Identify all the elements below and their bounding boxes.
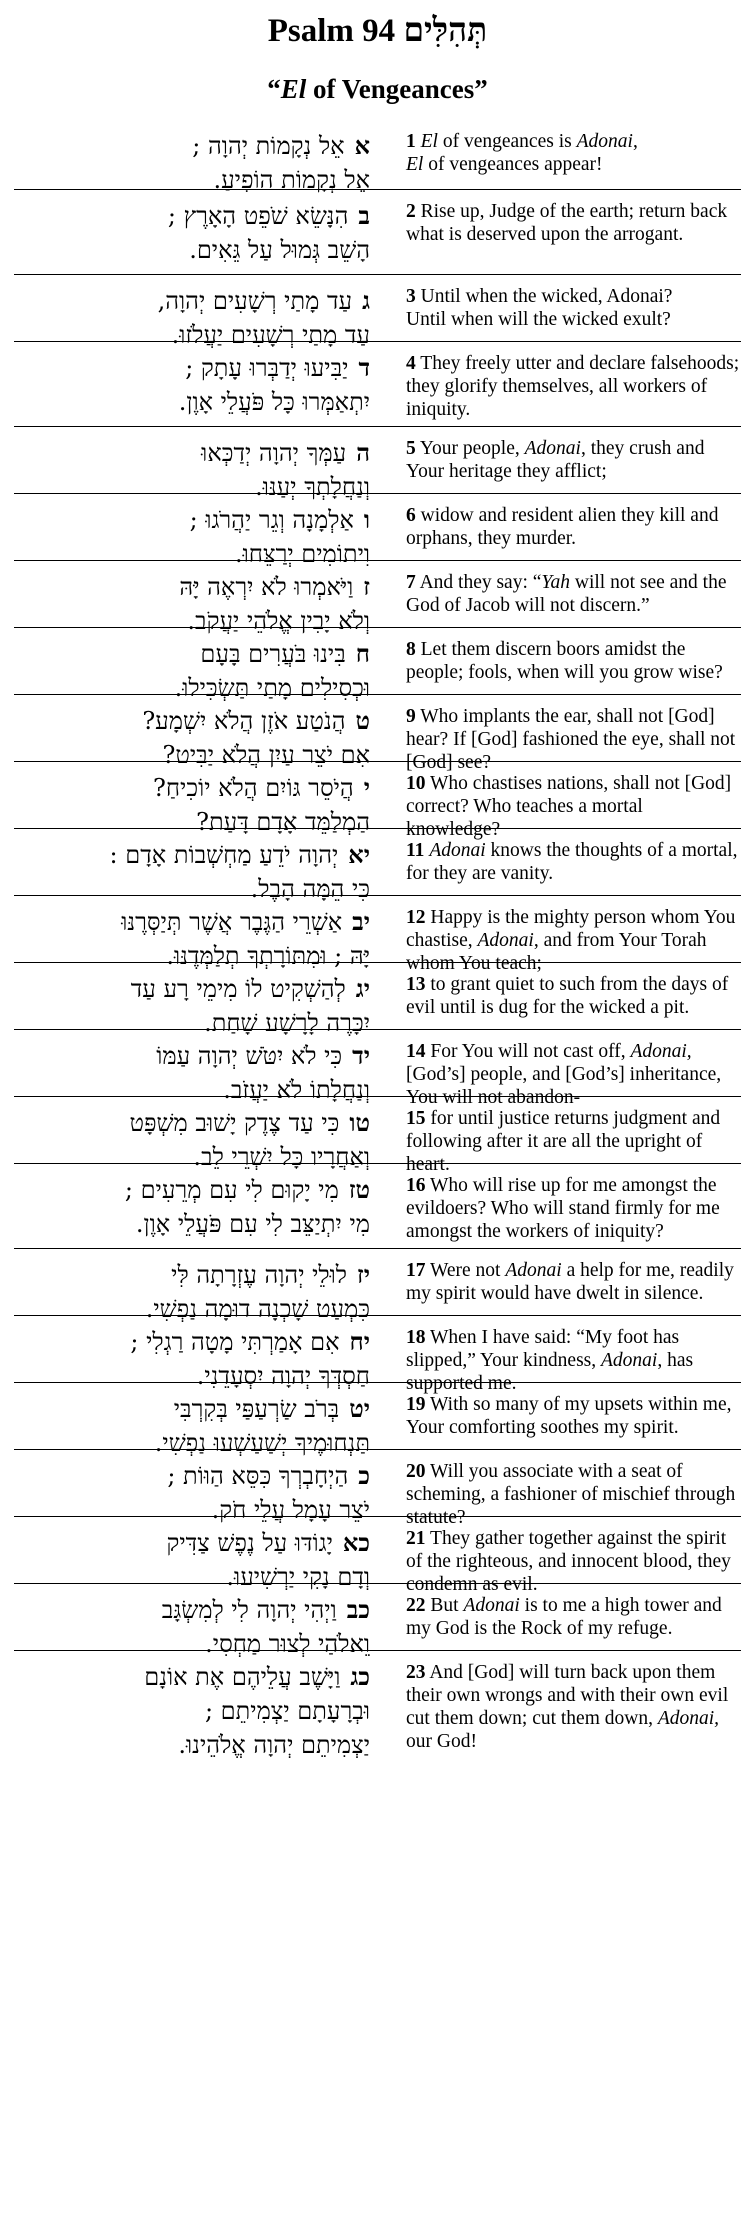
hebrew-line-text: וְאַחֲרָיו כָּל יִשְׁרֵי לֵב. xyxy=(193,1143,370,1171)
english-verse-number: 13 xyxy=(406,974,426,995)
hebrew-verse-number: ג xyxy=(362,286,370,315)
verse-row xyxy=(14,962,741,1037)
hebrew-line-text: הָשֵׁב גְּמוּל עַל גֵּאִים. xyxy=(189,236,370,264)
english-segment: to grant quiet to such from the days of evil until is dug for the wicked a pit. xyxy=(406,974,729,1018)
hebrew-line-text: וִיתוֹמִים יְרַצֵּחוּ. xyxy=(235,540,370,568)
hebrew-text xyxy=(14,1584,376,1658)
hebrew-line xyxy=(24,1039,370,1073)
english-text xyxy=(376,1097,741,1175)
hebrew-verse-number: כ xyxy=(358,1461,370,1490)
hebrew-line xyxy=(24,570,370,604)
english-segment: Who chastises nations, shall not [God] correct? Who teaches a mortal knowledge? xyxy=(406,773,732,840)
verse-row xyxy=(14,1516,741,1595)
english-text xyxy=(376,896,741,974)
english-verse-number: 5 xyxy=(406,438,416,459)
hebrew-line-text: וְנַחֲלָתְךָ יְעַנּוּ. xyxy=(255,473,370,501)
english-verse-number: 11 xyxy=(406,840,425,861)
hebrew-line xyxy=(24,1660,370,1694)
verse-row xyxy=(14,828,741,903)
hebrew-line-text: וְנַחֲלָתוֹ לֹא יַעֲזֹב. xyxy=(223,1076,370,1104)
subtitle-rest: of Vengeances xyxy=(306,74,475,104)
hebrew-line xyxy=(24,1459,370,1493)
hebrew-line-text: הַיְחָבְרְךָ כִּסֵּא הַוּוֹת ; xyxy=(167,1462,349,1490)
hebrew-line-text: עַמְּךָ יְהוָה יְדַכְּאוּ xyxy=(201,439,347,467)
english-segment: of vengeances is xyxy=(437,131,577,152)
verse-row xyxy=(14,627,741,702)
subtitle-italic: El xyxy=(280,74,307,104)
english-verse-number: 2 xyxy=(406,201,416,222)
english-text xyxy=(376,561,741,627)
english-text xyxy=(376,275,741,341)
hebrew-text xyxy=(14,1450,376,1524)
english-italic-segment: Adonai xyxy=(601,1350,658,1371)
hebrew-line xyxy=(24,1325,370,1359)
english-verse-number: 7 xyxy=(406,572,416,593)
hebrew-verse-number: יד xyxy=(352,1041,370,1070)
english-italic-segment: Adonai xyxy=(463,1595,520,1616)
hebrew-verse-number: טו xyxy=(349,1108,370,1137)
hebrew-verse-number: יא xyxy=(348,840,370,869)
hebrew-line-text: כִּי לֹא יִטֹּשׁ יְהוָה עַמּוֹ xyxy=(156,1042,343,1070)
hebrew-text xyxy=(14,829,376,903)
english-verse-number: 15 xyxy=(406,1108,426,1129)
english-italic-segment: El xyxy=(420,131,438,152)
hebrew-text xyxy=(14,342,376,426)
hebrew-line xyxy=(24,284,370,318)
english-italic-segment: Yah xyxy=(541,572,570,593)
english-segment: , they crush and Your heritage they afflict; xyxy=(406,438,705,482)
english-text xyxy=(376,427,741,493)
verse-row xyxy=(14,120,741,194)
hebrew-text xyxy=(14,1097,376,1171)
hebrew-text xyxy=(14,190,376,274)
hebrew-text xyxy=(14,1383,376,1457)
english-italic-segment: Adonai xyxy=(477,930,534,951)
verse-row xyxy=(14,1382,741,1457)
hebrew-line-text: וְלֹא יָבִין אֱלֹהֵי יַעֲקֹב. xyxy=(187,607,370,635)
hebrew-line-text: הַמְלַמֵּד אָדָם דָּעַת? xyxy=(196,808,370,836)
subtitle-close-quote: ” xyxy=(474,74,488,104)
hebrew-line xyxy=(24,436,370,470)
english-text xyxy=(376,120,741,189)
hebrew-line xyxy=(24,1694,370,1728)
english-text xyxy=(376,1584,741,1650)
english-text xyxy=(376,695,741,773)
english-verse-number: 23 xyxy=(406,1662,426,1683)
hebrew-verse-number: כא xyxy=(342,1528,370,1557)
hebrew-line-text: יַבִּיעוּ יְדַבְּרוּ עָתָק ; xyxy=(185,354,349,382)
english-text xyxy=(376,1383,741,1449)
hebrew-line xyxy=(24,1207,370,1241)
hebrew-verse-number: כב xyxy=(346,1595,370,1624)
verse-row xyxy=(14,1029,741,1108)
hebrew-line-text: יִתְאַמְּרוּ כָּל פֹּעֲלֵי אָוֶן. xyxy=(178,388,370,416)
hebrew-line-text: אַלְמָנָה וְגֵר יַהֲרֹגוּ ; xyxy=(189,506,354,534)
english-segment: Will you associate with a seat of scheming, a fashioner of mischief through statute? xyxy=(406,1461,736,1528)
english-verse-number: 20 xyxy=(406,1461,426,1482)
verse-row xyxy=(14,1650,741,1759)
english-verse-number: 3 xyxy=(406,286,416,307)
hebrew-text xyxy=(14,762,376,836)
hebrew-line-text: אִם יֹצֵר עַיִן הֲלֹא יַבִּיט? xyxy=(162,741,370,769)
hebrew-line-text: אֵל נְקָמוֹת הוֹפִיעַ. xyxy=(213,166,370,194)
english-text xyxy=(376,1164,741,1248)
english-segment: , and from Your Torah whom You teach; xyxy=(406,930,707,974)
hebrew-line xyxy=(24,972,370,1006)
verse-row xyxy=(14,1248,741,1323)
hebrew-line-text: בִּינוּ בֹּעֲרִים בָּעָם xyxy=(200,640,346,668)
english-verse-number: 14 xyxy=(406,1041,426,1062)
hebrew-text xyxy=(14,963,376,1037)
hebrew-line xyxy=(24,704,370,738)
english-segment: And [God] will turn back upon them their own wrongs and with their own evil cut them down; cut them down, xyxy=(406,1662,729,1729)
english-segment: is to me a high tower and my God is the Rock of my refuge. xyxy=(406,1595,722,1639)
hebrew-line xyxy=(24,1728,370,1762)
verse-row xyxy=(14,560,741,635)
english-segment: Who implants the ear, shall not [God] hear? If [God] fashioned the eye, shall not [God] see? xyxy=(406,706,736,773)
english-segment: Until when the wicked, Adonai? Until when will the wicked exult? xyxy=(406,286,673,330)
hebrew-line xyxy=(24,385,370,419)
hebrew-verse-number: ה xyxy=(356,438,370,467)
hebrew-line-text: אִם אָמַרְתִּי מָטָה רַגְלִי ; xyxy=(130,1328,340,1356)
english-italic-segment: Adonai xyxy=(524,438,581,459)
english-segment: Your people, xyxy=(419,438,525,459)
english-text xyxy=(376,190,741,274)
hebrew-line-text: תַּנְחוּמֶיךָ יְשַׁעַשְׁעוּ נַפְשִׁי. xyxy=(154,1429,370,1457)
english-text xyxy=(376,494,741,560)
english-verse-number: 18 xyxy=(406,1327,426,1348)
english-segment: a help for me, readily my spirit would have dwelt in silence. xyxy=(406,1260,734,1304)
english-italic-segment: Adonai xyxy=(576,131,633,152)
english-segment: When I have said: “My foot has slipped,” Your kindness, xyxy=(406,1327,680,1371)
english-segment: , xyxy=(632,131,638,152)
english-text xyxy=(376,628,741,694)
hebrew-line xyxy=(24,637,370,671)
english-verse-number: 1 xyxy=(406,131,416,152)
english-italic-segment: Adonai, xyxy=(657,1708,720,1729)
hebrew-line-text: הֲיֹסֵר גּוֹיִם הֲלֹא יוֹכִיחַ? xyxy=(152,774,354,802)
english-segment: widow and resident alien they kill and orphans, they murder. xyxy=(406,505,719,549)
verse-row xyxy=(14,1163,741,1248)
english-verse-number: 4 xyxy=(406,353,416,374)
hebrew-verse-number: ז xyxy=(363,572,370,601)
english-segment: Who will rise up for me amongst the evildoers? Who will stand firmly for me amongst the workers of iniquity? xyxy=(406,1175,720,1242)
hebrew-text xyxy=(14,494,376,568)
title-hebrew: תְּהִלִּים xyxy=(403,10,488,49)
english-italic-segment: Adonai xyxy=(505,1260,562,1281)
verse-row xyxy=(14,1449,741,1528)
hebrew-text xyxy=(14,120,376,194)
hebrew-text xyxy=(14,1517,376,1591)
hebrew-line-text: יֹצֵר עָמָל עֲלֵי חֹק. xyxy=(211,1496,370,1524)
hebrew-line-text: מִי יִתְיַצֵּב לִי עִם פֹּעֲלֵי אָוֶן. xyxy=(135,1210,370,1238)
hebrew-line xyxy=(24,1593,370,1627)
english-text xyxy=(376,829,741,895)
hebrew-text xyxy=(14,275,376,349)
title-english: Psalm 94 xyxy=(267,13,396,49)
hebrew-line-text: יַצְמִיתֵם יְהוָה אֱלֹהֵינוּ. xyxy=(178,1731,370,1759)
hebrew-verse-number: י xyxy=(363,773,370,802)
hebrew-verse-number: טז xyxy=(348,1175,370,1204)
english-segment: And they say: “ xyxy=(419,572,542,593)
hebrew-line-text: לְהַשְׁקִיט לוֹ מִימֵי רָע עַד xyxy=(130,975,346,1003)
hebrew-line-text: וַיָּשֶׁב עֲלֵיהֶם אֶת אוֹנָם xyxy=(144,1663,341,1691)
hebrew-text xyxy=(14,427,376,501)
hebrew-line xyxy=(24,1392,370,1426)
hebrew-line-text: הֲנֹטַע אֹזֶן הֲלֹא יִשְׁמָע? xyxy=(142,707,346,735)
hebrew-text xyxy=(14,1316,376,1390)
verse-row xyxy=(14,274,741,349)
hebrew-line-text: וְדָם נָקִי יַרְשִׁיעוּ. xyxy=(226,1563,370,1591)
hebrew-verse-number: כג xyxy=(350,1662,370,1691)
page-title xyxy=(14,10,741,51)
english-segment: Were not xyxy=(430,1260,506,1281)
english-verse-number: 17 xyxy=(406,1260,426,1281)
hebrew-line-text: עַד מָתַי רְשָׁעִים יְהוָה, xyxy=(157,287,353,315)
english-verse-number: 19 xyxy=(406,1394,426,1415)
verse-row xyxy=(14,493,741,568)
hebrew-line-text: חַסְדְּךָ יְהוָה יִסְעָדֵנִי. xyxy=(196,1362,370,1390)
hebrew-line xyxy=(24,129,370,163)
verse-table xyxy=(14,120,741,1759)
hebrew-line-text: וַיְהִי יְהוָה לִי לְמִשְׂגָּב xyxy=(161,1596,337,1624)
english-segment: , has supported me. xyxy=(406,1350,694,1394)
hebrew-line-text: כִּמְעַט שָׁכְנָה דוּמָה נַפְשִׁי. xyxy=(145,1295,370,1323)
english-verse-number: 22 xyxy=(406,1595,426,1616)
hebrew-line-text: כִּי עַד צֶדֶק יָשׁוּב מִשְׁפָּט xyxy=(129,1109,340,1137)
english-segment: knows the thoughts of a mortal, for they are vanity. xyxy=(406,840,738,884)
hebrew-line xyxy=(24,1173,370,1207)
hebrew-text xyxy=(14,1164,376,1248)
hebrew-line xyxy=(24,771,370,805)
english-segment: Rise up, Judge of the earth; return back what is deserved upon the arrogant. xyxy=(406,201,728,245)
verse-row xyxy=(14,694,741,773)
hebrew-line-text: הִנָּשֵׂא שֹׁפֵט הָאָרֶץ ; xyxy=(167,202,349,230)
hebrew-line-text: וּכְסִילִים מָתַי תַּשְׂכִּילוּ. xyxy=(174,674,370,702)
verse-row xyxy=(14,341,741,426)
english-verse-number: 8 xyxy=(406,639,416,660)
hebrew-line xyxy=(24,838,370,872)
verse-row xyxy=(14,426,741,501)
verse-row xyxy=(14,761,741,840)
subtitle-open-quote: “ xyxy=(267,74,281,104)
hebrew-line-text: וַיֹּאמְרוּ לֹא יִרְאֶה יָּהּ xyxy=(179,573,354,601)
hebrew-line-text: בְּרֹב שַׂרְעַפַּי בְּקִרְבִּי xyxy=(173,1395,340,1423)
hebrew-verse-number: יח xyxy=(349,1327,370,1356)
hebrew-line xyxy=(24,199,370,233)
english-segment: [God’s] people, and [God’s] inheritance, You will not abandon- xyxy=(406,1064,722,1108)
english-segment: They gather together against the spirit of the righteous, and innocent blood, they condemn as evil. xyxy=(406,1528,731,1595)
english-segment: our God! xyxy=(406,1731,477,1752)
english-verse-number: 16 xyxy=(406,1175,426,1196)
hebrew-line-text: יְהוָה יֹדֵעַ מַחְשְׁבוֹת אָדָם : xyxy=(109,841,339,869)
hebrew-verse-number: ו xyxy=(363,505,370,534)
english-text xyxy=(376,963,741,1029)
english-text xyxy=(376,1030,741,1108)
hebrew-text xyxy=(14,561,376,635)
english-text xyxy=(376,1249,741,1315)
hebrew-text xyxy=(14,896,376,970)
hebrew-line xyxy=(24,905,370,939)
hebrew-line-text: עַד מָתַי רְשָׁעִים יַעֲלֹזוּ. xyxy=(171,321,370,349)
hebrew-verse-number: ד xyxy=(358,353,370,382)
english-verse-number: 21 xyxy=(406,1528,426,1549)
hebrew-text xyxy=(14,1249,376,1323)
hebrew-line-text: יָגוֹדּוּ עַל נֶפֶשׁ צַדִּיק xyxy=(166,1529,333,1557)
hebrew-line xyxy=(24,233,370,267)
hebrew-line xyxy=(24,503,370,537)
english-verse-number: 9 xyxy=(406,706,416,727)
english-verse-number: 12 xyxy=(406,907,426,928)
english-text xyxy=(376,1517,741,1595)
hebrew-text xyxy=(14,628,376,702)
english-segment: of vengeances appear! xyxy=(423,154,603,175)
hebrew-verse-number: יז xyxy=(357,1260,370,1289)
hebrew-line-text: וֵאלֹהַי לְצוּר מַחְסִי. xyxy=(205,1630,370,1658)
hebrew-verse-number: א xyxy=(354,131,370,160)
hebrew-line-text: לוּלֵי יְהוָה עֶזְרָתָה לִּי xyxy=(171,1261,348,1289)
verse-row xyxy=(14,895,741,974)
hebrew-line-text: כִּי הֵמָּה הָבֶל. xyxy=(250,875,370,903)
subtitle xyxy=(14,71,741,107)
verse-row xyxy=(14,189,741,274)
english-italic-segment: Adonai xyxy=(429,840,486,861)
hebrew-text xyxy=(14,1030,376,1104)
hebrew-verse-number: יט xyxy=(349,1394,370,1423)
hebrew-verse-number: יב xyxy=(352,907,370,936)
hebrew-line xyxy=(24,1106,370,1140)
english-segment: for until justice returns judgment and following after it are all the upright of heart. xyxy=(406,1108,721,1175)
english-text xyxy=(376,1450,741,1528)
english-text xyxy=(376,762,741,840)
english-text xyxy=(376,342,741,426)
hebrew-line-text: יִכָּרֶה לָרָשָׁע שָׁחַת. xyxy=(204,1009,370,1037)
hebrew-verse-number: יג xyxy=(355,974,370,1003)
english-segment: For You will not cast off, xyxy=(430,1041,631,1062)
english-segment: But xyxy=(430,1595,464,1616)
hebrew-line-text: אֵל נְקָמוֹת יְהוָה ; xyxy=(192,132,345,160)
verse-row xyxy=(14,1583,741,1658)
hebrew-line xyxy=(24,1258,370,1292)
verse-row xyxy=(14,1096,741,1175)
english-italic-segment: El xyxy=(406,154,424,175)
hebrew-line-text: יָּהּ ; וּמִתּוֹרָתְךָ תְלַמְּדֶנּוּ. xyxy=(166,942,370,970)
header xyxy=(14,10,741,118)
hebrew-line-text: מִי יָקוּם לִי עִם מְרֵעִים ; xyxy=(124,1176,339,1204)
english-verse-number: 10 xyxy=(406,773,426,794)
english-italic-segment: Adonai, xyxy=(630,1041,692,1062)
hebrew-text xyxy=(14,1651,376,1759)
hebrew-line xyxy=(24,351,370,385)
hebrew-verse-number: ט xyxy=(355,706,370,735)
hebrew-text xyxy=(14,695,376,769)
hebrew-line-text: אַשְׁרֵי הַגֶּבֶר אֲשֶׁר תְּיַסְּרֶנּוּ xyxy=(121,908,343,936)
english-text xyxy=(376,1316,741,1394)
verse-row xyxy=(14,1315,741,1394)
hebrew-line-text: וּבְרָעָתָם יַצְמִיתֵם ; xyxy=(204,1697,370,1725)
english-segment: With so many of my upsets within me, Your comforting soothes my spirit. xyxy=(406,1394,732,1438)
english-verse-number: 6 xyxy=(406,505,416,526)
hebrew-line xyxy=(24,1526,370,1560)
english-segment: will not see and the God of Jacob will not discern.” xyxy=(406,572,727,616)
hebrew-verse-number: ח xyxy=(355,639,370,668)
english-segment: Happy is the mighty person whom You chastise, xyxy=(406,907,736,951)
english-segment: They freely utter and declare falsehoods; they glorify themselves, all workers of iniquity. xyxy=(406,353,740,420)
english-segment: Let them discern boors amidst the people; fools, when will you grow wise? xyxy=(406,639,723,683)
english-text xyxy=(376,1651,741,1752)
hebrew-verse-number: ב xyxy=(358,201,370,230)
